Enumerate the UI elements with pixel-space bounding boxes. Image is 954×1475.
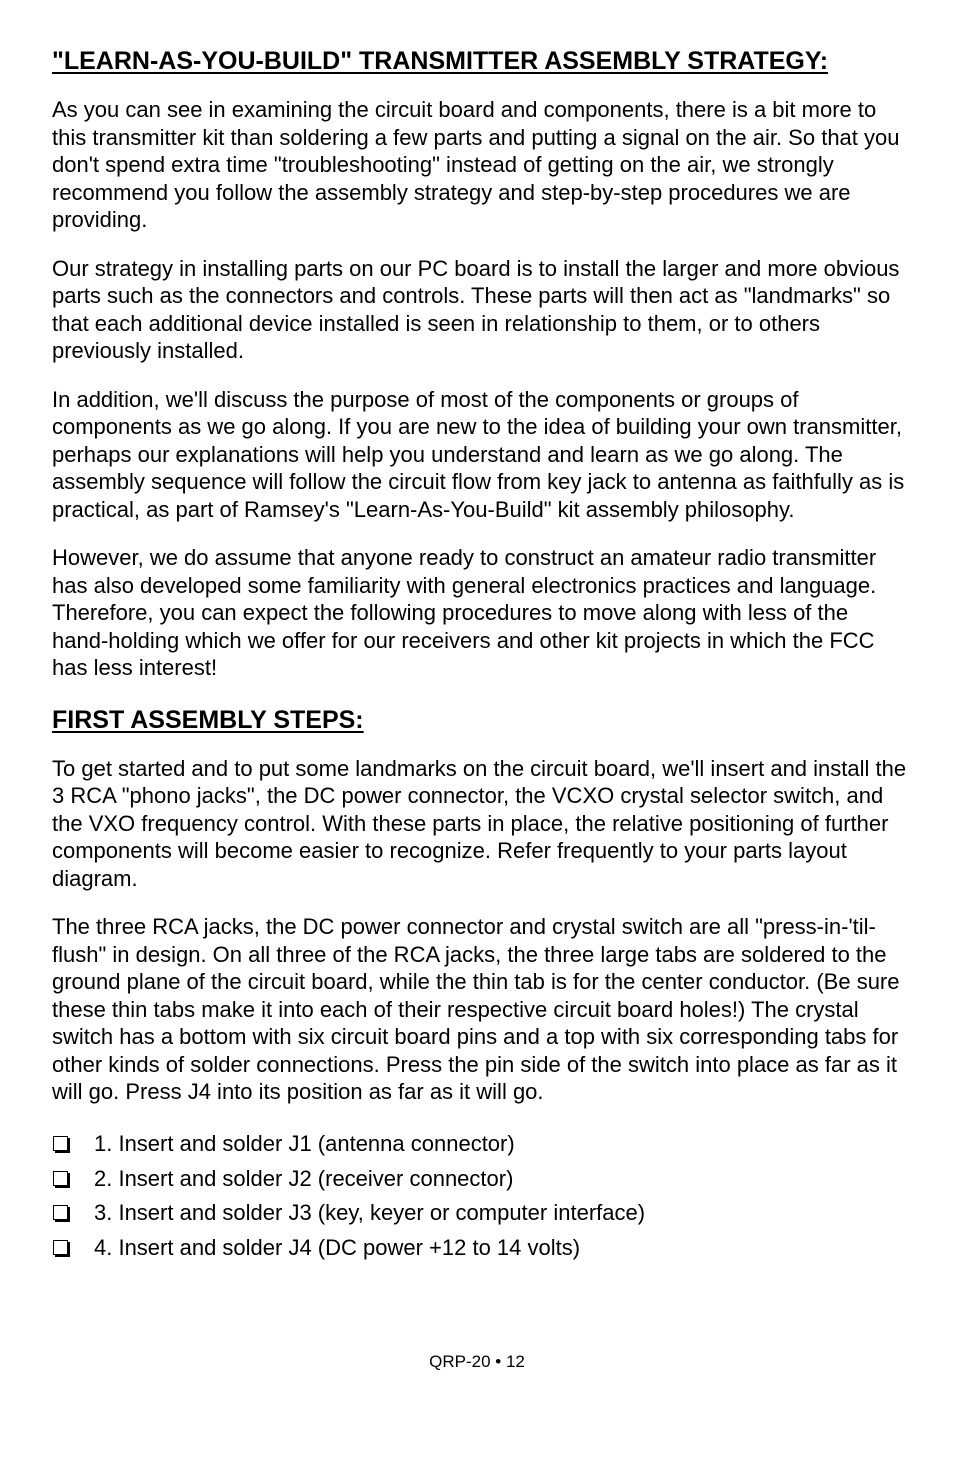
paragraph: In addition, we'll discuss the purpose of most of the components or groups of components as we go along. If you are new to the idea of building your own transmitter, perhaps our explanations will help you understand and learn as we go along. The assembly sequence will follow the circuit flow from key jack to antenna as faithfully as is practical, as part of Ramsey's "Learn-As-You-Build" kit assembly philosophy.	[52, 386, 905, 522]
paragraph: The three RCA jacks, the DC power connector and crystal switch are all "press-in-'til-flush" in design. On all three of the RCA jacks, the three large tabs are soldered to the ground plane of the circuit board, while the thin tab is for the center conductor. (Be sure these thin tabs make it into each of their respective circuit board holes!) The crystal switch has a bottom with six circuit board pins and a top with six corresponding tabs for other kinds of solder connections. Press the pin side of the switch into place as far as it will go. Press J4 into its position as far as it will go.	[52, 914, 900, 1104]
checklist-item	[52, 1127, 910, 1162]
checklist-item-label: 1. Insert and solder J1 (antenna connector)	[94, 1131, 515, 1156]
paragraph: To get started and to put some landmarks on the circuit board, we'll insert and install the 3 RCA "phono jacks", the DC power connector, the VCXO crystal selector switch, and the VXO frequency control. With these parts in place, the relative positioning of further components will become easier to recognize. Refer frequently to your parts layout diagram.	[52, 755, 907, 891]
section-heading-first-steps: FIRST ASSEMBLY STEPS:	[52, 705, 364, 734]
checklist-item-label: 4. Insert and solder J4 (DC power +12 to 14 volts)	[94, 1234, 581, 1260]
checklist-item-label: 2. Insert and solder J2 (receiver connector)	[94, 1165, 514, 1191]
checklist-item	[52, 1196, 910, 1231]
checklist-item-label: 3. Insert and solder J3 (key, keyer or computer interface)	[94, 1200, 646, 1225]
paragraph: As you can see in examining the circuit board and components, there is a bit more to this transmitter kit than soldering a few parts and putting a signal on the air. So that you don't spend extra time "troubleshooting" instead of getting on the air, we strongly recommend you follow the assembly strategy and step-by-step procedures we are providing.	[52, 97, 900, 232]
paragraph: Our strategy in installing parts on our PC board is to install the larger and more obvious parts such as the connectors and controls. These parts will then act as "landmarks" so that each additional device installed is seen in relationship to them, or to others previously installed.	[52, 255, 900, 363]
checklist-item	[52, 1161, 910, 1196]
checkbox-icon[interactable]	[53, 1240, 68, 1255]
page-footer: QRP-20 • 12	[429, 1352, 525, 1371]
section-heading-strategy: "LEARN-AS-YOU-BUILD" TRANSMITTER ASSEMBLY STRATEGY:	[52, 47, 829, 75]
checkbox-icon[interactable]	[53, 1205, 68, 1220]
checklist-item	[52, 1230, 910, 1265]
paragraph: However, we do assume that anyone ready to construct an amateur radio transmitter has also developed some familiarity with general electronics practices and language. Therefore, you can expect the following procedures to move along with less of the hand-holding which we offer for our receivers and other kit projects in which the FCC has less interest!	[52, 545, 877, 680]
page-content	[52, 44, 910, 1265]
checkbox-icon[interactable]	[53, 1171, 68, 1186]
assembly-checklist	[52, 1127, 910, 1265]
checkbox-icon[interactable]	[53, 1136, 68, 1151]
